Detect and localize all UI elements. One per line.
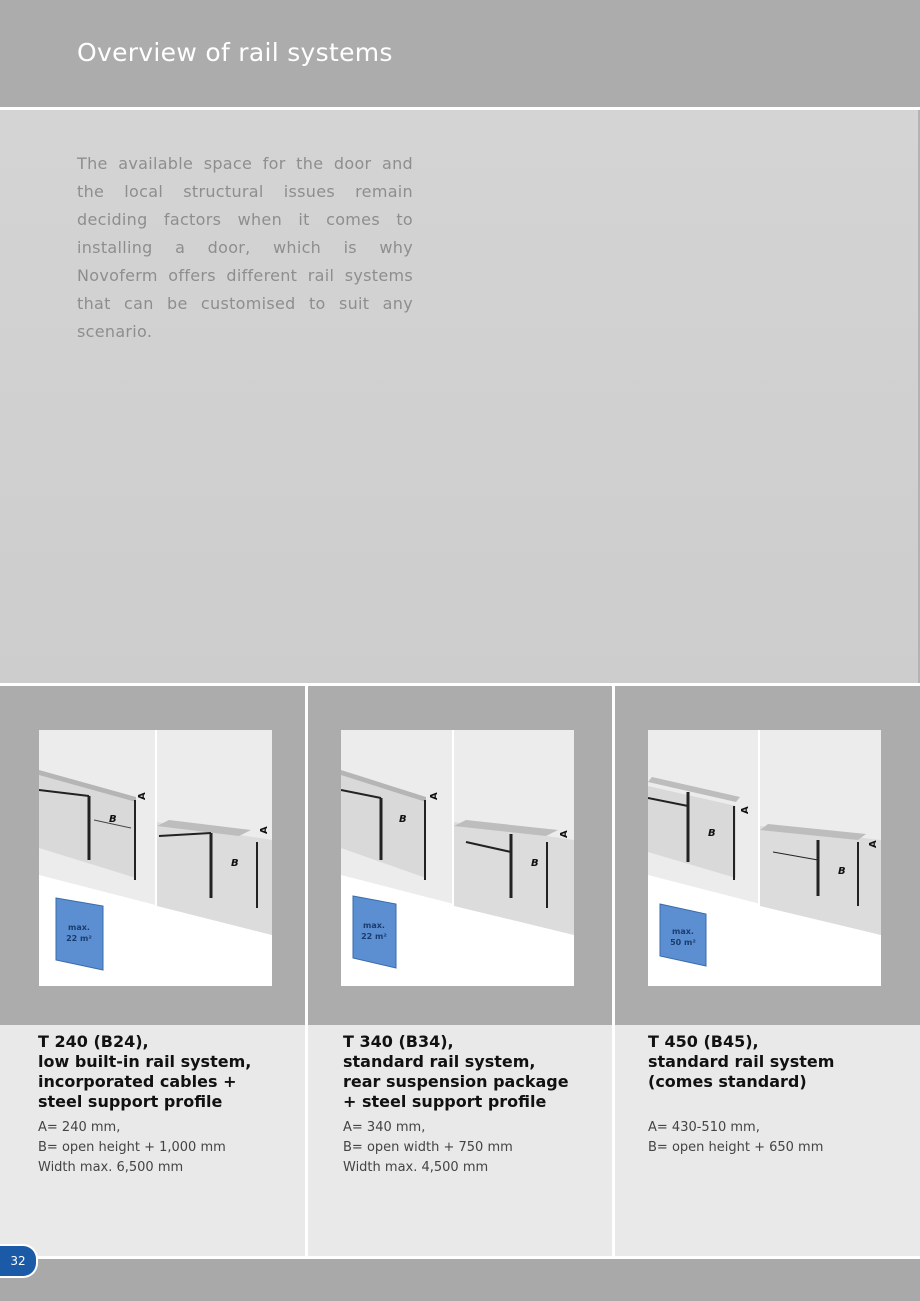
rail-system-1-specs	[38, 1118, 298, 1178]
page-header	[0, 0, 920, 107]
spec-line: B= open width + 750 mm	[343, 1140, 513, 1155]
title-line: steel support profile	[38, 1092, 223, 1111]
badge-line-1: max.	[363, 921, 385, 930]
dim-label-b: B	[708, 828, 716, 839]
column-divider	[305, 686, 308, 1257]
spec-line: B= open height + 650 mm	[648, 1140, 824, 1155]
intro-text: The available space for the door and the local structural issues remain deciding factors when it comes to installing a door, which is why Novoferm offers different rail systems that can be customised to suit any scenario.	[77, 154, 413, 341]
badge-line-1: max.	[672, 927, 694, 936]
badge-line-1: max.	[68, 923, 90, 932]
dim-label-a: A	[559, 830, 570, 838]
footer-band	[0, 1259, 920, 1301]
column-divider	[612, 686, 615, 1257]
badge-line-2: 50 m²	[670, 938, 696, 947]
dim-label-b: B	[838, 866, 846, 877]
dim-label-a: A	[429, 792, 440, 800]
spec-line: A= 430-510 mm,	[648, 1120, 760, 1135]
rail-system-3-specs	[648, 1118, 908, 1158]
rail-system-2-title	[343, 1032, 603, 1112]
title-line: + steel support profile	[343, 1092, 547, 1111]
rail-system-2-specs	[343, 1118, 603, 1178]
rail-system-1-diagram	[39, 730, 272, 986]
dim-label-a: A	[868, 840, 879, 848]
dim-label-b: B	[399, 814, 407, 825]
title-line: T 340 (B34),	[343, 1032, 454, 1051]
page-title: Overview of rail systems	[77, 38, 393, 67]
page-number: 32	[0, 1244, 38, 1278]
dim-label-a: A	[259, 826, 270, 834]
title-line: standard rail system	[648, 1052, 835, 1071]
title-line: (comes standard)	[648, 1072, 807, 1091]
spec-line: A= 240 mm,	[38, 1120, 121, 1135]
spec-line: Width max. 4,500 mm	[343, 1160, 489, 1175]
rail-system-2-diagram	[341, 730, 574, 986]
spec-line: B= open height + 1,000 mm	[38, 1140, 226, 1155]
rail-system-1-title	[38, 1032, 298, 1112]
spec-line: A= 340 mm,	[343, 1120, 426, 1135]
title-line: T 450 (B45),	[648, 1032, 759, 1051]
dim-label-b: B	[109, 814, 117, 825]
title-line: T 240 (B24),	[38, 1032, 149, 1051]
rail-system-3-title	[648, 1032, 908, 1092]
dim-label-a: A	[137, 792, 148, 800]
spec-line: Width max. 6,500 mm	[38, 1160, 184, 1175]
title-line: rear suspension package	[343, 1072, 569, 1091]
badge-line-2: 22 m²	[361, 932, 387, 941]
dim-label-b: B	[231, 858, 239, 869]
title-line: low built-in rail system,	[38, 1052, 252, 1071]
rail-system-3-diagram	[648, 730, 881, 986]
dim-label-a: A	[740, 806, 751, 814]
badge-line-2: 22 m²	[66, 934, 92, 943]
dim-label-b: B	[531, 858, 539, 869]
title-line: incorporated cables +	[38, 1072, 237, 1091]
title-line: standard rail system,	[343, 1052, 536, 1071]
